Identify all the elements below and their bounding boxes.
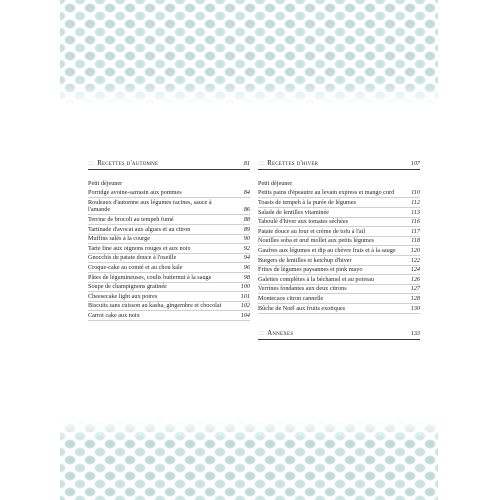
toc-entry[interactable] <box>88 273 250 283</box>
toc-entry-title: Verrines fondantes aux deux citrons <box>258 285 347 293</box>
toc-entry-page: 89 <box>243 225 250 233</box>
toc-entry-page: 126 <box>410 275 420 283</box>
toc-entry-title: Cheesecake light aux poires <box>88 292 158 300</box>
toc-entry-page: 88 <box>243 216 250 223</box>
annexes-page-number: 133 <box>410 329 420 337</box>
chapter-page-number: 107 <box>410 160 420 167</box>
chapter-title: Recettes d'automne <box>97 160 159 167</box>
annexes-heading[interactable] <box>258 330 420 340</box>
toc-entry[interactable] <box>258 246 420 256</box>
toc-entry[interactable] <box>88 235 250 245</box>
toc-entry-page: 100 <box>240 283 250 291</box>
toc-entry-title: Pâtes de légumineuses, coulis butternut à la sauge <box>88 273 212 281</box>
toc-entry[interactable] <box>258 285 420 295</box>
toc-entry-page: 120 <box>410 246 420 254</box>
chapter-marker-icon: ::: <box>258 329 265 337</box>
toc-entry-page: 127 <box>410 285 420 293</box>
toc-entry-page: 102 <box>240 302 250 310</box>
toc-entry-page: 101 <box>240 292 250 300</box>
toc-entry[interactable] <box>88 263 250 273</box>
decorative-pattern-bottom <box>60 420 438 500</box>
annexes-title: Annexes <box>267 329 294 337</box>
toc-entry[interactable] <box>258 189 420 199</box>
toc-entry-page: 98 <box>243 273 250 281</box>
toc-entry-page: 118 <box>411 237 420 245</box>
toc-entry-title: Muffins salés à la courge <box>88 235 150 243</box>
toc-entry-title: Gaufres aux légumes et dip au chèvre frais et à la sauge <box>258 246 396 254</box>
toc-entry[interactable] <box>258 275 420 285</box>
toc-entry-page: 128 <box>410 294 420 302</box>
toc-entry-title: Bûche de Noël aux fruits exotiques <box>258 304 346 312</box>
toc-entry-title: Carrot cake aux noix <box>88 311 140 319</box>
chapter-title: Recettes d'hiver <box>267 160 319 167</box>
toc-entry-page: 113 <box>411 208 420 216</box>
toc-entry-title: Terrine de brocoli au tempeh fumé <box>88 216 174 223</box>
toc-entry-page: 96 <box>243 263 250 271</box>
toc-entry-title: Petits pains d'épeautre au levain express et mango curd <box>258 189 395 197</box>
toc-entry[interactable] <box>258 227 420 237</box>
toc-entry[interactable] <box>88 302 250 312</box>
chapter-marker-icon: ::: <box>88 160 95 167</box>
chapter-heading-winter[interactable] <box>258 160 420 170</box>
toc-entry[interactable] <box>258 218 420 228</box>
toc-entry-title: Croque-cake au comté et au chou kale <box>88 263 183 271</box>
toc-entry-page: 92 <box>243 244 250 252</box>
toc-entry-page: 117 <box>411 227 420 235</box>
chapter-page-number: 81 <box>243 160 250 167</box>
toc-entry[interactable] <box>88 215 250 225</box>
toc-entry-page: 130 <box>410 304 420 312</box>
toc-entry-title: Rouleaux d'automne aux légumes racines, sauce à l'amande <box>88 199 212 214</box>
toc-entry[interactable] <box>88 198 250 215</box>
toc-entry-page: 104 <box>240 311 250 319</box>
toc-entry[interactable] <box>88 292 250 302</box>
toc-entry[interactable] <box>258 304 420 314</box>
toc-entry-title: Toasts de tempeh à la purée de légumes <box>258 199 357 206</box>
toc-entry[interactable] <box>258 237 420 247</box>
toc-entry[interactable] <box>88 189 250 199</box>
toc-entry[interactable] <box>88 244 250 254</box>
toc-entry-page: 110 <box>411 189 420 197</box>
toc-entry-title: Nouilles soba et œuf mollet aux petits légumes <box>258 237 374 245</box>
section-label: Petit déjeuner <box>88 180 123 188</box>
toc-entry[interactable] <box>258 198 420 208</box>
decorative-pattern-top <box>60 0 438 104</box>
toc-entry-page: 124 <box>410 266 420 274</box>
toc-entry-title: Burgers de lentilles et ketchup d'hiver <box>258 256 352 264</box>
toc-entry-page: 122 <box>410 256 420 264</box>
toc-entry-page: 116 <box>411 218 420 226</box>
chapter-marker-icon: ::: <box>258 160 265 167</box>
toc-entry-title: Tartinade d'avocat aux algues et au citron <box>88 225 191 233</box>
toc-entry-title: Tarte fine aux oignons rouges et aux noix <box>88 244 191 252</box>
toc-entry-title: Salade de lentilles vitaminée <box>258 208 329 216</box>
toc-entry[interactable] <box>88 283 250 293</box>
toc-entry-list <box>258 189 420 314</box>
toc-entry[interactable] <box>258 294 420 304</box>
toc-column-winter <box>258 160 420 350</box>
toc-entry-page: 94 <box>243 254 250 262</box>
toc-entry[interactable] <box>88 225 250 235</box>
toc-entry[interactable] <box>258 256 420 266</box>
section-label: Petit déjeuner <box>258 180 293 188</box>
toc-entry-title: Gnocchis de patate douce à l'oseille <box>88 254 177 262</box>
toc-entry-list <box>88 189 250 321</box>
toc-entry[interactable] <box>258 266 420 276</box>
toc-entry-title: Soupe de champignons gratinée <box>88 283 167 291</box>
toc-entry-page: 112 <box>411 199 420 206</box>
toc-column-autumn <box>88 160 250 321</box>
toc-entry-page: 90 <box>243 235 250 243</box>
toc-entry-page: 84 <box>243 189 250 197</box>
toc-entry-title: Frites de légumes paysannes et pink mayo <box>258 266 363 274</box>
toc-entry-title: Galettes complètes à la béchamel et au poireau <box>258 275 374 283</box>
toc-entry[interactable] <box>88 311 250 321</box>
toc-entry-page: 86 <box>243 206 250 214</box>
toc-entry[interactable] <box>88 254 250 264</box>
toc-entry-title: Taboulé d'hiver aux tomates séchées <box>258 218 349 226</box>
toc-entry-title: Patate douce au four et crème de tofu à l'ail <box>258 227 366 235</box>
toc-entry[interactable] <box>258 208 420 218</box>
toc-entry-title: Porridge avoine-sarrasin aux pommes <box>88 189 182 197</box>
toc-entry-title: Montecaos citron cannelle <box>258 294 324 302</box>
chapter-heading-autumn[interactable] <box>88 160 250 170</box>
toc-entry-title: Biscuits sans cuisson au kasha, gingembre et chocolat <box>88 302 222 310</box>
